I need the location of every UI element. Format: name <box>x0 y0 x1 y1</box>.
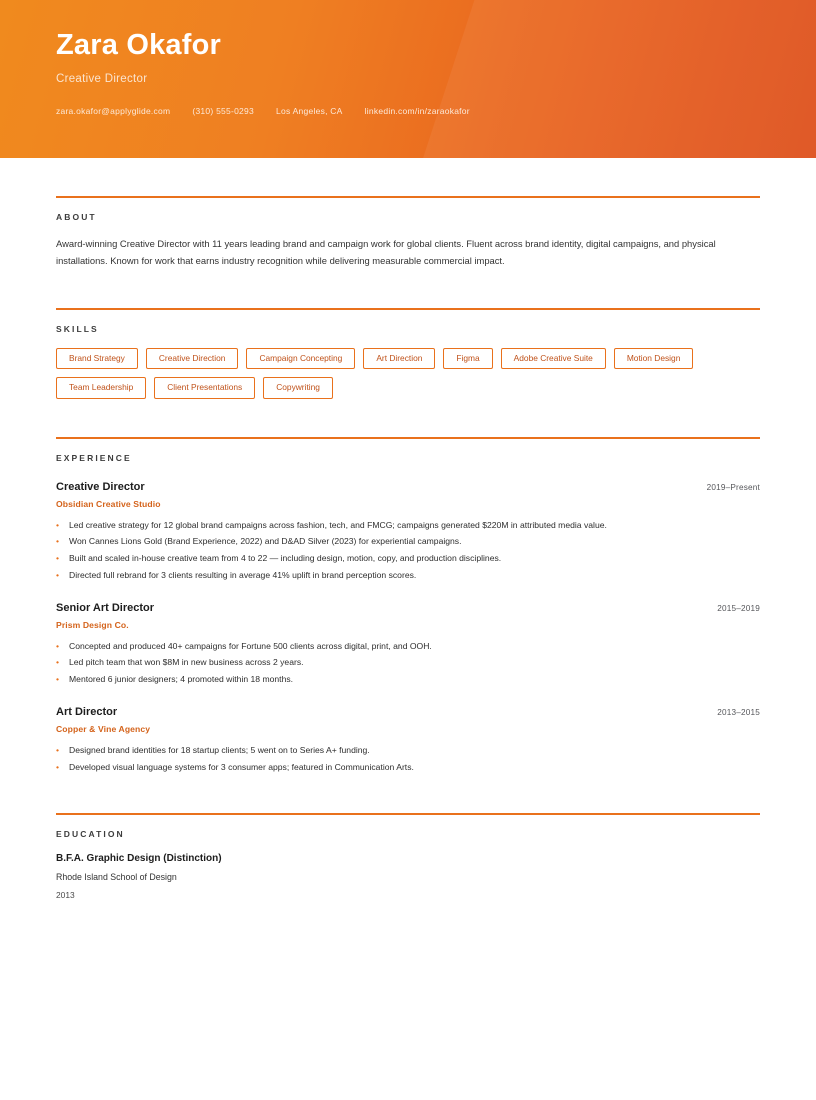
bullet-item <box>56 759 760 776</box>
bullet-text: Developed visual language systems for 3 consumer apps; featured in Communication Arts. <box>69 761 414 772</box>
about-paragraph: Award-winning Creative Director with 11 years leading brand and campaign work for global clients. Fluent across brand identity, digital campaigns, and physical installations. Known for work that earns industry recognition while delivering measurable commercial impact. <box>56 238 716 267</box>
page-title: Zara Okafor <box>56 29 221 61</box>
bullet-item <box>56 638 760 655</box>
header-content <box>0 0 816 116</box>
section-education <box>56 813 760 900</box>
bullet-text: Mentored 6 junior designers; 4 promoted within 18 months. <box>69 674 294 685</box>
contact-row <box>56 106 760 116</box>
job-bullets <box>56 517 760 584</box>
resume-body <box>0 196 816 900</box>
section-divider <box>56 308 760 310</box>
skills-list <box>56 348 760 399</box>
experience-item <box>56 706 760 776</box>
skill-chip: Art Direction <box>363 348 435 369</box>
bullet-text: Led creative strategy for 12 global brand campaigns across fashion, tech, and FMCG; campaigns generated $220M in attributed media value. <box>69 519 607 530</box>
section-divider <box>56 196 760 198</box>
experience-item <box>56 481 760 584</box>
bullet-dot-icon: • <box>56 744 60 755</box>
bullet-item <box>56 517 760 534</box>
skill-chip: Motion Design <box>614 348 694 369</box>
section-heading-experience: EXPERIENCE <box>56 452 132 463</box>
skill-chip: Campaign Concepting <box>246 348 355 369</box>
bullet-dot-icon: • <box>56 640 60 651</box>
skill-chip: Copywriting <box>263 377 333 398</box>
section-divider <box>56 813 760 815</box>
bullet-text: Led pitch team that won $8M in new business across 2 years. <box>69 657 304 668</box>
bullet-item <box>56 742 760 759</box>
section-heading-about: ABOUT <box>56 212 97 222</box>
contact-email[interactable]: zara.okafor@applyglide.com <box>56 105 171 116</box>
education-item <box>56 853 760 900</box>
bullet-text: Won Cannes Lions Gold (Brand Experience, 2022) and D&AD Silver (2023) for experiential campaigns. <box>69 536 462 547</box>
bullet-text: Concepted and produced 40+ campaigns for Fortune 500 clients across digital, print, and OOH. <box>69 640 432 651</box>
job-bullets <box>56 742 760 776</box>
bullet-dot-icon: • <box>56 674 60 685</box>
job-dates: 2015–2019 <box>717 603 760 613</box>
bullet-dot-icon: • <box>56 657 60 668</box>
experience-header <box>56 706 760 718</box>
bullet-item <box>56 671 760 688</box>
bullet-text: Designed brand identities for 18 startup clients; 5 went on to Series A+ funding. <box>69 744 370 755</box>
bullet-dot-icon: • <box>56 536 60 547</box>
experience-header <box>56 481 760 493</box>
experience-header <box>56 602 760 614</box>
job-role: Art Director <box>56 705 118 718</box>
contact-phone[interactable]: (310) 555-0293 <box>192 105 254 116</box>
experience-item <box>56 602 760 688</box>
job-role: Senior Art Director <box>56 601 155 614</box>
section-heading-skills: SKILLS <box>56 323 99 334</box>
bullet-text: Built and scaled in-house creative team from 4 to 22 — including design, motion, copy, and production disciplines. <box>69 553 502 564</box>
section-divider <box>56 437 760 439</box>
skill-chip: Adobe Creative Suite <box>501 348 606 369</box>
bullet-dot-icon: • <box>56 553 60 564</box>
skill-chip: Team Leadership <box>56 377 146 398</box>
skill-chip: Client Presentations <box>154 377 255 398</box>
contact-location: Los Angeles, CA <box>276 105 343 116</box>
section-experience <box>56 437 760 776</box>
education-year: 2013 <box>56 890 75 901</box>
job-dates: 2013–2015 <box>717 707 760 717</box>
bullet-dot-icon: • <box>56 519 60 530</box>
section-skills <box>56 308 760 399</box>
contact-link[interactable]: linkedin.com/in/zaraokafor <box>364 105 470 116</box>
bullet-dot-icon: • <box>56 569 60 580</box>
resume-header <box>0 0 816 158</box>
job-dates: 2019–Present <box>706 482 760 492</box>
skill-chip: Brand Strategy <box>56 348 138 369</box>
bullet-text: Directed full rebrand for 3 clients resulting in average 41% uplift in brand perception scores. <box>69 569 417 580</box>
job-company: Obsidian Creative Studio <box>56 498 161 509</box>
header-subtitle: Creative Director <box>56 72 148 85</box>
job-company: Copper & Vine Agency <box>56 723 151 734</box>
skill-chip: Figma <box>443 348 492 369</box>
bullet-item <box>56 533 760 550</box>
bullet-item <box>56 654 760 671</box>
job-bullets <box>56 638 760 688</box>
bullet-item <box>56 550 760 567</box>
skill-chip: Creative Direction <box>146 348 239 369</box>
job-role: Creative Director <box>56 480 145 493</box>
bullet-item <box>56 567 760 584</box>
section-heading-education: EDUCATION <box>56 829 125 840</box>
education-school: Rhode Island School of Design <box>56 872 177 883</box>
section-about <box>56 196 760 270</box>
education-degree: B.F.A. Graphic Design (Distinction) <box>56 853 222 865</box>
job-company: Prism Design Co. <box>56 619 129 630</box>
bullet-dot-icon: • <box>56 761 60 772</box>
